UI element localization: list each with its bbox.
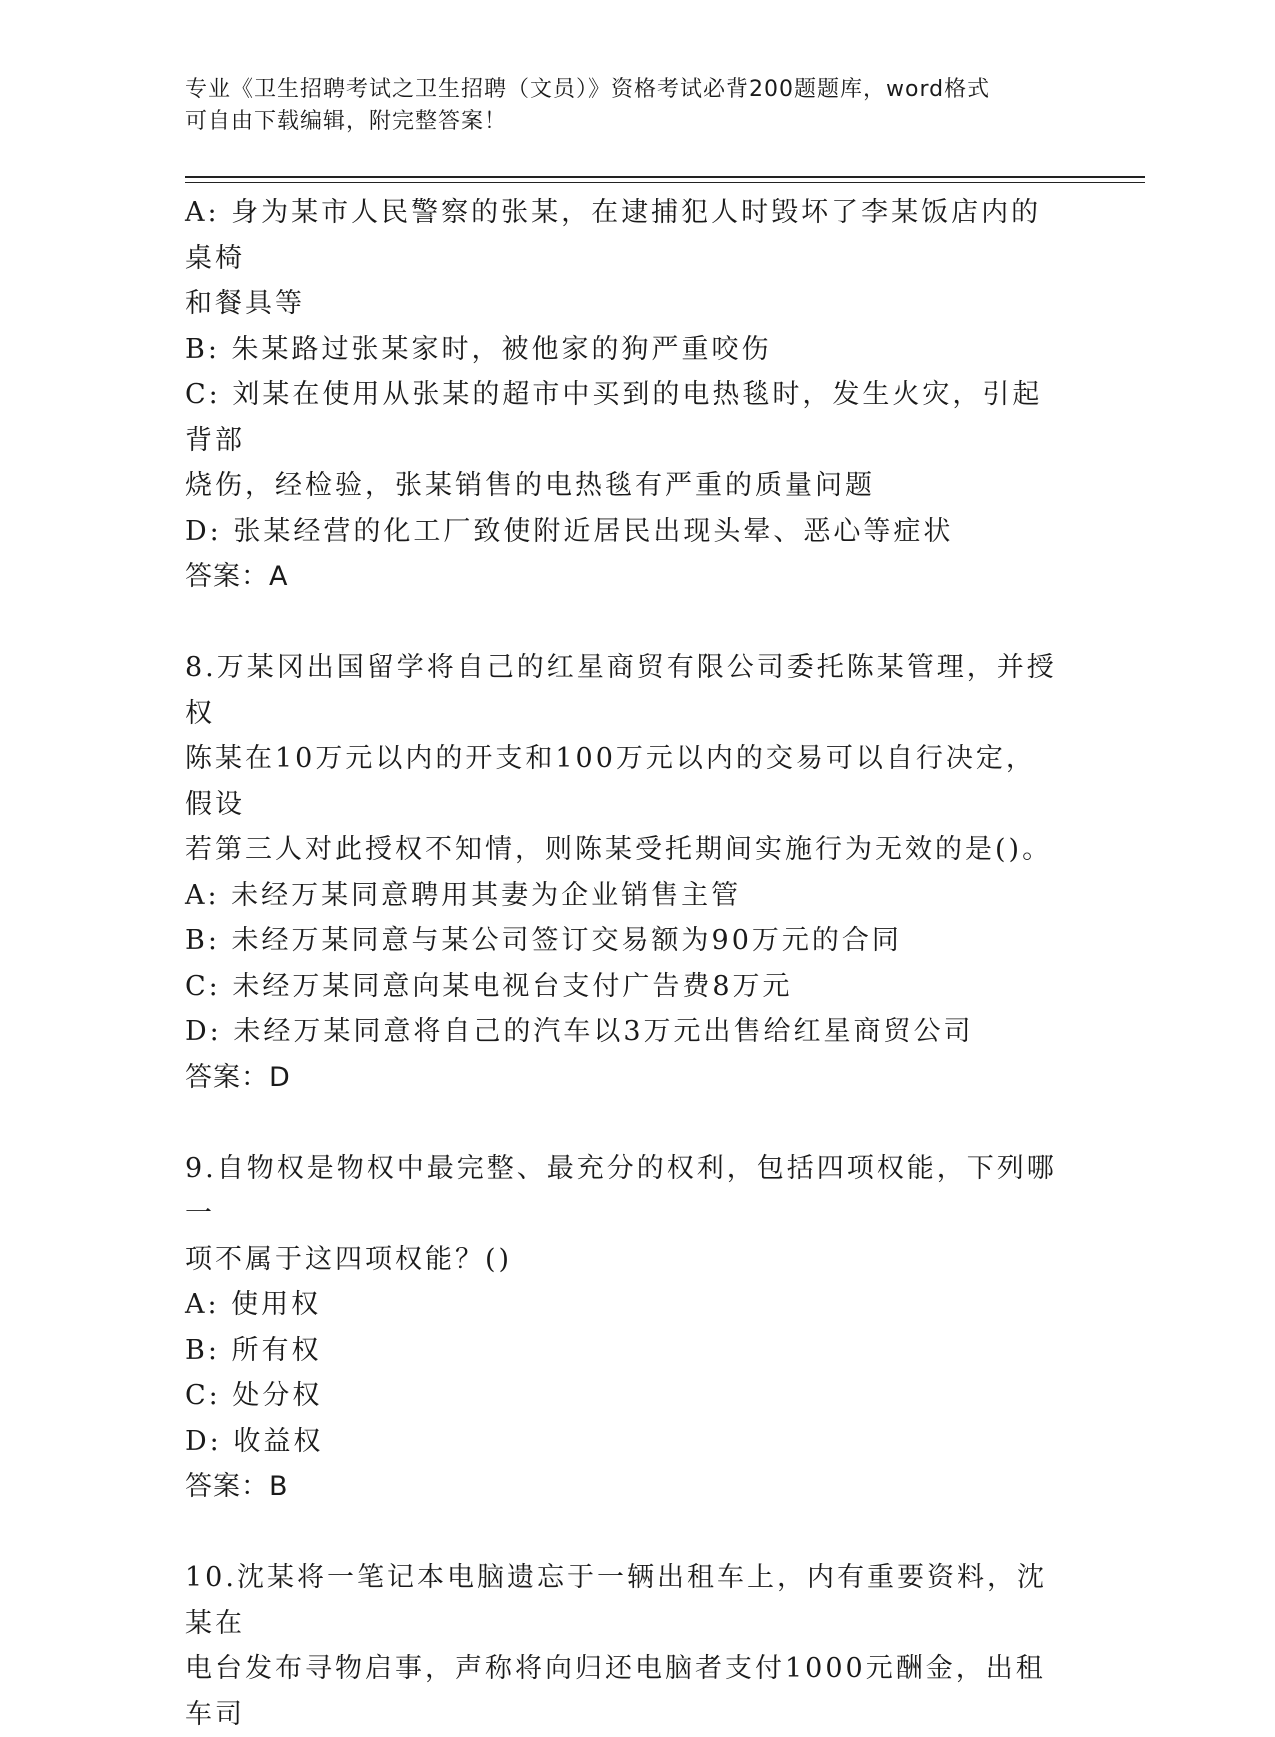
question-8-block — [185, 645, 1065, 1100]
q7-option-a-line-1: A: 身为某市人民警察的张某，在逮捕犯人时毁坏了李某饭店内的桌椅 — [185, 197, 1042, 274]
q9-option-b: B: 所有权 — [185, 1334, 322, 1366]
q8-option-b: B: 未经万某同意与某公司签订交易额为90万元的合同 — [185, 925, 902, 956]
q8-option-d: D: 未经万某同意将自己的汽车以3万元出售给红星商贸公司 — [185, 1016, 974, 1047]
q8-stem-line-2: 陈某在10万元以内的开支和100万元以内的交易可以自行决定，假设 — [185, 743, 1036, 820]
q8-option-c: C: 未经万某同意向某电视台支付广告费8万元 — [185, 970, 793, 1002]
question-content — [185, 190, 1065, 1737]
q7-option-d: D: 张某经营的化工厂致使附近居民出现头晕、恶心等症状 — [185, 515, 954, 547]
q8-answer: 答案：D — [185, 1061, 291, 1093]
q10-stem-line-2: 电台发布寻物启事，声称将向归还电脑者支付1000元酬金，出租车司 — [185, 1653, 1046, 1730]
q7-option-c-line-2: 烧伤，经检验，张某销售的电热毯有严重的质量问题 — [185, 470, 875, 501]
header-title-line-2: 可自由下载编辑，附完整答案！ — [185, 109, 508, 134]
page-header — [185, 74, 1055, 138]
header-title-line-1: 专业《卫生招聘考试之卫生招聘（文员）》资格考试必背200题题库，word格式 — [185, 77, 991, 102]
spacer — [185, 1100, 1065, 1146]
q7-answer: 答案：A — [185, 561, 289, 592]
q8-stem-line-3: 若第三人对此授权不知情，则陈某受托期间实施行为无效的是()。 — [185, 834, 1053, 865]
q7-option-a-line-2: 和餐具等 — [185, 288, 305, 319]
q9-option-d: D: 收益权 — [185, 1425, 324, 1457]
header-divider-thin — [185, 182, 1145, 183]
q8-option-a: A: 未经万某同意聘用其妻为企业销售主管 — [185, 879, 742, 911]
question-7-block — [185, 190, 1065, 600]
q9-option-a: A: 使用权 — [185, 1289, 322, 1320]
q9-answer: 答案：B — [185, 1471, 289, 1502]
spacer — [185, 600, 1065, 646]
q9-option-c: C: 处分权 — [185, 1380, 323, 1411]
q9-stem-line-2: 项不属于这四项权能？() — [185, 1243, 513, 1275]
q7-option-c-line-1: C: 刘某在使用从张某的超市中买到的电热毯时，发生火灾，引起背部 — [185, 379, 1043, 456]
q10-stem-line-1: 10.沈某将一笔记本电脑遗忘于一辆出租车上，内有重要资料，沈某在 — [185, 1562, 1047, 1639]
q7-option-b: B: 朱某路过张某家时，被他家的狗严重咬伤 — [185, 333, 772, 365]
spacer — [185, 1510, 1065, 1556]
header-divider-thick — [185, 176, 1145, 178]
q9-stem-line-1: 9.自物权是物权中最完整、最充分的权利，包括四项权能，下列哪一 — [185, 1152, 1057, 1229]
question-10-block — [185, 1555, 1065, 1737]
question-9-block — [185, 1146, 1065, 1510]
q8-stem-line-1: 8.万某冈出国留学将自己的红星商贸有限公司委托陈某管理，并授权 — [185, 652, 1057, 729]
